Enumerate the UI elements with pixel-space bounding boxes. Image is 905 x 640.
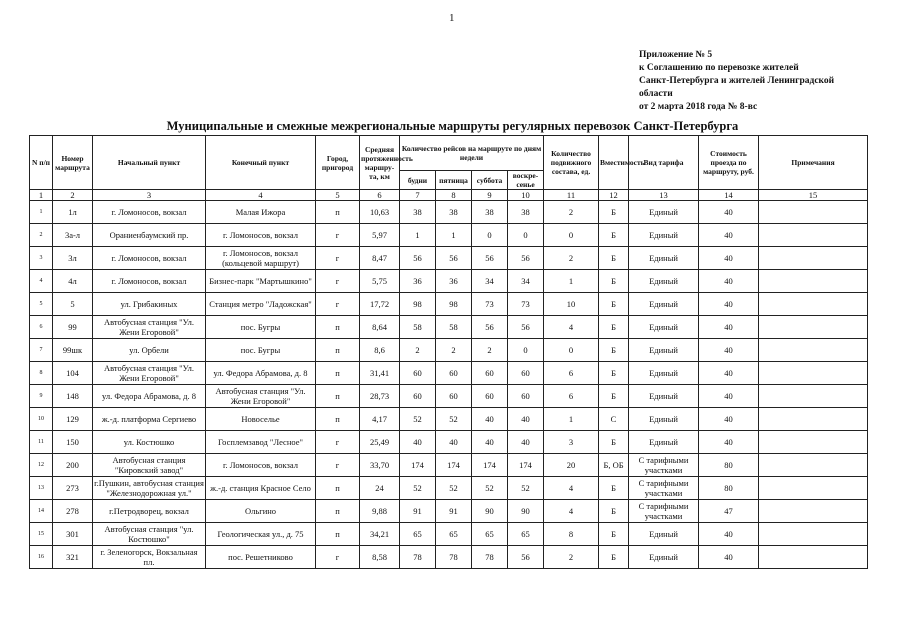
- route-number-cell: 5: [53, 293, 93, 316]
- length-cell: 17,72: [360, 293, 400, 316]
- fleet-cell: 8: [544, 523, 599, 546]
- column-number: 1: [30, 190, 53, 201]
- length-cell: 8,58: [360, 546, 400, 569]
- saturday-trips-cell: 40: [472, 408, 508, 431]
- fleet-cell: 3: [544, 431, 599, 454]
- header-fleet: Количество подвижного состава, ед.: [544, 136, 599, 190]
- end-point-cell: ул. Федора Абрамова, д. 8: [206, 362, 316, 385]
- friday-trips-cell: 60: [436, 362, 472, 385]
- friday-trips-cell: 78: [436, 546, 472, 569]
- end-point-cell: г. Ломоносов, вокзал (кольцевой маршрут): [206, 247, 316, 270]
- city-cell: п: [316, 500, 360, 523]
- end-point-cell: Станция метро "Ладожская": [206, 293, 316, 316]
- column-number: 10: [508, 190, 544, 201]
- saturday-trips-cell: 52: [472, 477, 508, 500]
- capacity-cell: Б: [599, 293, 629, 316]
- sunday-trips-cell: 90: [508, 500, 544, 523]
- cost-cell: 40: [699, 339, 759, 362]
- tariff-cell: Единый: [629, 523, 699, 546]
- start-point-cell: ул. Костюшко: [93, 431, 206, 454]
- city-cell: г: [316, 546, 360, 569]
- fleet-cell: 6: [544, 385, 599, 408]
- notes-cell: [759, 454, 868, 477]
- header-saturday: суббота: [472, 171, 508, 190]
- table-row: [30, 362, 868, 385]
- tariff-cell: Единый: [629, 546, 699, 569]
- row-number-cell: 2: [30, 224, 53, 247]
- route-number-cell: 4л: [53, 270, 93, 293]
- table-row: [30, 224, 868, 247]
- fleet-cell: 6: [544, 362, 599, 385]
- route-number-cell: 278: [53, 500, 93, 523]
- end-point-cell: Бизнес-парк "Мартышкино": [206, 270, 316, 293]
- notes-cell: [759, 523, 868, 546]
- cost-cell: 40: [699, 201, 759, 224]
- length-cell: 9,88: [360, 500, 400, 523]
- notes-cell: [759, 362, 868, 385]
- row-number-cell: 4: [30, 270, 53, 293]
- header-num: N п/п: [30, 136, 53, 190]
- city-cell: г: [316, 247, 360, 270]
- table-row: [30, 339, 868, 362]
- column-number: 15: [759, 190, 868, 201]
- notes-cell: [759, 385, 868, 408]
- saturday-trips-cell: 174: [472, 454, 508, 477]
- cost-cell: 40: [699, 385, 759, 408]
- table-row: [30, 500, 868, 523]
- table-row: [30, 201, 868, 224]
- saturday-trips-cell: 65: [472, 523, 508, 546]
- tariff-cell: Единый: [629, 385, 699, 408]
- header-cost: Стоимость проезда по маршруту, руб.: [699, 136, 759, 190]
- capacity-cell: Б: [599, 201, 629, 224]
- end-point-cell: Новоселье: [206, 408, 316, 431]
- cost-cell: 40: [699, 431, 759, 454]
- start-point-cell: г.Петродворец, вокзал: [93, 500, 206, 523]
- appendix-line: от 2 марта 2018 года № 8-вс: [639, 102, 758, 112]
- end-point-cell: Геологическая ул., д. 75: [206, 523, 316, 546]
- tariff-cell: Единый: [629, 201, 699, 224]
- city-cell: п: [316, 201, 360, 224]
- tariff-cell: Единый: [629, 339, 699, 362]
- length-cell: 8,6: [360, 339, 400, 362]
- weekday-trips-cell: 52: [400, 477, 436, 500]
- city-cell: п: [316, 362, 360, 385]
- tariff-cell: Единый: [629, 408, 699, 431]
- route-number-cell: 129: [53, 408, 93, 431]
- column-number: 13: [629, 190, 699, 201]
- notes-cell: [759, 339, 868, 362]
- start-point-cell: ж.-д. платформа Сергиево: [93, 408, 206, 431]
- length-cell: 10,63: [360, 201, 400, 224]
- weekday-trips-cell: 60: [400, 362, 436, 385]
- friday-trips-cell: 2: [436, 339, 472, 362]
- friday-trips-cell: 1: [436, 224, 472, 247]
- column-number: 3: [93, 190, 206, 201]
- start-point-cell: г. Ломоносов, вокзал: [93, 247, 206, 270]
- fleet-cell: 20: [544, 454, 599, 477]
- weekday-trips-cell: 2: [400, 339, 436, 362]
- table-row: [30, 247, 868, 270]
- cost-cell: 47: [699, 500, 759, 523]
- appendix-line: области: [639, 89, 673, 99]
- row-number-cell: 6: [30, 316, 53, 339]
- end-point-cell: Ольгино: [206, 500, 316, 523]
- fleet-cell: 1: [544, 270, 599, 293]
- city-cell: г: [316, 224, 360, 247]
- weekday-trips-cell: 38: [400, 201, 436, 224]
- capacity-cell: Б: [599, 431, 629, 454]
- weekday-trips-cell: 36: [400, 270, 436, 293]
- end-point-cell: г. Ломоносов, вокзал: [206, 454, 316, 477]
- length-cell: 8,64: [360, 316, 400, 339]
- table-row: [30, 477, 868, 500]
- page-number: 1: [449, 12, 455, 24]
- table-row: [30, 431, 868, 454]
- notes-cell: [759, 247, 868, 270]
- column-number: 5: [316, 190, 360, 201]
- saturday-trips-cell: 78: [472, 546, 508, 569]
- friday-trips-cell: 60: [436, 385, 472, 408]
- route-number-cell: 3а-л: [53, 224, 93, 247]
- weekday-trips-cell: 60: [400, 385, 436, 408]
- header-city: Город, пригород: [316, 136, 360, 190]
- city-cell: г: [316, 270, 360, 293]
- sunday-trips-cell: 38: [508, 201, 544, 224]
- appendix-line: Приложение № 5: [639, 50, 713, 60]
- saturday-trips-cell: 60: [472, 385, 508, 408]
- start-point-cell: ул. Грибакиных: [93, 293, 206, 316]
- cost-cell: 40: [699, 362, 759, 385]
- friday-trips-cell: 38: [436, 201, 472, 224]
- start-point-cell: г. Ломоносов, вокзал: [93, 201, 206, 224]
- fleet-cell: 2: [544, 201, 599, 224]
- length-cell: 5,75: [360, 270, 400, 293]
- cost-cell: 40: [699, 316, 759, 339]
- notes-cell: [759, 546, 868, 569]
- notes-cell: [759, 431, 868, 454]
- notes-cell: [759, 500, 868, 523]
- route-number-cell: 99: [53, 316, 93, 339]
- saturday-trips-cell: 0: [472, 224, 508, 247]
- end-point-cell: пос. Бугры: [206, 316, 316, 339]
- friday-trips-cell: 174: [436, 454, 472, 477]
- route-number-cell: 99шк: [53, 339, 93, 362]
- weekday-trips-cell: 98: [400, 293, 436, 316]
- sunday-trips-cell: 52: [508, 477, 544, 500]
- end-point-cell: пос. Бугры: [206, 339, 316, 362]
- column-number: 12: [599, 190, 629, 201]
- route-number-cell: 104: [53, 362, 93, 385]
- friday-trips-cell: 52: [436, 477, 472, 500]
- city-cell: п: [316, 408, 360, 431]
- start-point-cell: Автобусная станция "Ул. Жени Егоровой": [93, 316, 206, 339]
- start-point-cell: г. Ломоносов, вокзал: [93, 270, 206, 293]
- capacity-cell: Б, ОБ: [599, 454, 629, 477]
- saturday-trips-cell: 90: [472, 500, 508, 523]
- capacity-cell: Б: [599, 477, 629, 500]
- appendix-block: [639, 49, 889, 114]
- length-cell: 5,97: [360, 224, 400, 247]
- row-number-cell: 7: [30, 339, 53, 362]
- friday-trips-cell: 40: [436, 431, 472, 454]
- capacity-cell: Б: [599, 224, 629, 247]
- saturday-trips-cell: 34: [472, 270, 508, 293]
- row-number-cell: 1: [30, 201, 53, 224]
- cost-cell: 40: [699, 270, 759, 293]
- table-row: [30, 454, 868, 477]
- friday-trips-cell: 36: [436, 270, 472, 293]
- cost-cell: 40: [699, 408, 759, 431]
- tariff-cell: Единый: [629, 224, 699, 247]
- weekday-trips-cell: 91: [400, 500, 436, 523]
- end-point-cell: Малая Ижора: [206, 201, 316, 224]
- routes-table: [29, 135, 868, 569]
- capacity-cell: Б: [599, 500, 629, 523]
- column-number: 9: [472, 190, 508, 201]
- column-number: 6: [360, 190, 400, 201]
- row-number-cell: 14: [30, 500, 53, 523]
- column-number: 8: [436, 190, 472, 201]
- route-number-cell: 3л: [53, 247, 93, 270]
- weekday-trips-cell: 174: [400, 454, 436, 477]
- notes-cell: [759, 224, 868, 247]
- notes-cell: [759, 270, 868, 293]
- fleet-cell: 2: [544, 247, 599, 270]
- tariff-cell: Единый: [629, 270, 699, 293]
- saturday-trips-cell: 38: [472, 201, 508, 224]
- city-cell: п: [316, 316, 360, 339]
- column-number: 4: [206, 190, 316, 201]
- weekday-trips-cell: 56: [400, 247, 436, 270]
- start-point-cell: ул. Орбели: [93, 339, 206, 362]
- length-cell: 25,49: [360, 431, 400, 454]
- cost-cell: 40: [699, 247, 759, 270]
- start-point-cell: ул. Федора Абрамова, д. 8: [93, 385, 206, 408]
- saturday-trips-cell: 73: [472, 293, 508, 316]
- length-cell: 31,41: [360, 362, 400, 385]
- start-point-cell: Автобусная станция "ул. Костюшко": [93, 523, 206, 546]
- saturday-trips-cell: 60: [472, 362, 508, 385]
- length-cell: 8,47: [360, 247, 400, 270]
- sunday-trips-cell: 34: [508, 270, 544, 293]
- table-row: [30, 316, 868, 339]
- header-start: Начальный пункт: [93, 136, 206, 190]
- row-number-cell: 16: [30, 546, 53, 569]
- start-point-cell: г.Пушкин, автобусная станция "Железнодорожная ул.": [94, 478, 204, 498]
- sunday-trips-cell: 56: [508, 247, 544, 270]
- route-number-cell: 1л: [53, 201, 93, 224]
- end-point-cell: Автобусная станция "Ул. Жени Егоровой": [206, 385, 316, 408]
- route-number-cell: 321: [53, 546, 93, 569]
- fleet-cell: 0: [544, 339, 599, 362]
- capacity-cell: Б: [599, 339, 629, 362]
- fleet-cell: 2: [544, 546, 599, 569]
- city-cell: п: [316, 523, 360, 546]
- capacity-cell: Б: [599, 546, 629, 569]
- row-number-cell: 9: [30, 385, 53, 408]
- city-cell: г: [316, 293, 360, 316]
- notes-cell: [759, 477, 868, 500]
- start-point-cell: Автобусная станция "Ул. Жени Егоровой": [93, 362, 206, 385]
- city-cell: г: [316, 431, 360, 454]
- route-number-cell: 148: [53, 385, 93, 408]
- capacity-cell: С: [599, 408, 629, 431]
- length-cell: 4,17: [360, 408, 400, 431]
- notes-cell: [759, 316, 868, 339]
- header-notes: Примечания: [759, 136, 868, 190]
- saturday-trips-cell: 2: [472, 339, 508, 362]
- tariff-cell: Единый: [629, 316, 699, 339]
- header-weekdays: будни: [400, 171, 436, 190]
- capacity-cell: Б: [599, 247, 629, 270]
- table-row: [30, 270, 868, 293]
- start-point-cell: Автобусная станция "Кировский завод": [93, 454, 206, 477]
- header-tariff: Вид тарифа: [629, 136, 699, 190]
- capacity-cell: Б: [599, 523, 629, 546]
- column-number: 2: [53, 190, 93, 201]
- sunday-trips-cell: 73: [508, 293, 544, 316]
- fleet-cell: 4: [544, 316, 599, 339]
- notes-cell: [759, 408, 868, 431]
- row-number-cell: 10: [30, 408, 53, 431]
- sunday-trips-cell: 56: [508, 316, 544, 339]
- weekday-trips-cell: 65: [400, 523, 436, 546]
- row-number-cell: 11: [30, 431, 53, 454]
- friday-trips-cell: 98: [436, 293, 472, 316]
- route-number-cell: 273: [53, 477, 93, 500]
- city-cell: п: [316, 339, 360, 362]
- appendix-line: Санкт-Петербурга и жителей Ленинградской: [639, 76, 835, 86]
- cost-cell: 40: [699, 293, 759, 316]
- column-number: 7: [400, 190, 436, 201]
- notes-cell: [759, 293, 868, 316]
- sunday-trips-cell: 40: [508, 431, 544, 454]
- capacity-cell: Б: [599, 316, 629, 339]
- cost-cell: 40: [699, 523, 759, 546]
- fleet-cell: 4: [544, 500, 599, 523]
- friday-trips-cell: 91: [436, 500, 472, 523]
- sunday-trips-cell: 40: [508, 408, 544, 431]
- route-number-cell: 150: [53, 431, 93, 454]
- header-length: Средняя протяженность маршру-та, км: [360, 136, 400, 190]
- row-number-cell: 15: [30, 523, 53, 546]
- tariff-cell: Единый: [629, 293, 699, 316]
- tariff-cell: С тарифными участками: [629, 477, 699, 500]
- fleet-cell: 0: [544, 224, 599, 247]
- table-row: [30, 408, 868, 431]
- city-cell: п: [316, 385, 360, 408]
- start-point-cell: г. Зеленогорск, Вокзальная пл.: [93, 546, 206, 569]
- friday-trips-cell: 56: [436, 247, 472, 270]
- sunday-trips-cell: 174: [508, 454, 544, 477]
- column-number: 14: [699, 190, 759, 201]
- table-row: [30, 523, 868, 546]
- document-title: Муниципальные и смежные межрегиональные маршруты регулярных перевозок Санкт-Петербурга: [166, 119, 739, 133]
- friday-trips-cell: 58: [436, 316, 472, 339]
- length-cell: 34,21: [360, 523, 400, 546]
- fleet-cell: 4: [544, 477, 599, 500]
- cost-cell: 80: [699, 477, 759, 500]
- tariff-cell: Единый: [629, 362, 699, 385]
- table-row: [30, 546, 868, 569]
- end-point-cell: Госплемзавод "Лесное": [206, 431, 316, 454]
- saturday-trips-cell: 56: [472, 316, 508, 339]
- header-trips: Количество рейсов на маршруте по дням недели: [400, 136, 544, 171]
- capacity-cell: Б: [599, 362, 629, 385]
- saturday-trips-cell: 40: [472, 431, 508, 454]
- cost-cell: 80: [699, 454, 759, 477]
- sunday-trips-cell: 60: [508, 362, 544, 385]
- friday-trips-cell: 65: [436, 523, 472, 546]
- column-number: 11: [544, 190, 599, 201]
- fleet-cell: 1: [544, 408, 599, 431]
- route-number-cell: 301: [53, 523, 93, 546]
- weekday-trips-cell: 40: [400, 431, 436, 454]
- capacity-cell: Б: [599, 385, 629, 408]
- end-point-cell: пос. Решетниково: [206, 546, 316, 569]
- end-point-cell: г. Ломоносов, вокзал: [206, 224, 316, 247]
- row-number-cell: 12: [30, 454, 53, 477]
- weekday-trips-cell: 52: [400, 408, 436, 431]
- sunday-trips-cell: 0: [508, 339, 544, 362]
- sunday-trips-cell: 60: [508, 385, 544, 408]
- sunday-trips-cell: 56: [508, 546, 544, 569]
- appendix-line: к Соглашению по перевозке жителей: [639, 63, 799, 73]
- friday-trips-cell: 52: [436, 408, 472, 431]
- end-point-cell: ж.-д. станция Красное Село: [206, 477, 316, 500]
- route-number-cell: 200: [53, 454, 93, 477]
- header-end: Конечный пункт: [206, 136, 316, 190]
- fleet-cell: 10: [544, 293, 599, 316]
- saturday-trips-cell: 56: [472, 247, 508, 270]
- length-cell: 24: [360, 477, 400, 500]
- sunday-trips-cell: 0: [508, 224, 544, 247]
- table-row: [30, 385, 868, 408]
- tariff-cell: Единый: [629, 431, 699, 454]
- tariff-cell: С тарифными участками: [629, 454, 699, 477]
- row-number-cell: 3: [30, 247, 53, 270]
- header-sunday: воскре-сенье: [508, 171, 544, 190]
- header-capacity: Вместимость: [599, 136, 629, 190]
- weekday-trips-cell: 1: [400, 224, 436, 247]
- row-number-cell: 8: [30, 362, 53, 385]
- cost-cell: 40: [699, 224, 759, 247]
- row-number-cell: 5: [30, 293, 53, 316]
- notes-cell: [759, 201, 868, 224]
- table-row: [30, 293, 868, 316]
- weekday-trips-cell: 78: [400, 546, 436, 569]
- start-point-cell: Ораниенбаумский пр.: [93, 224, 206, 247]
- tariff-cell: Единый: [629, 247, 699, 270]
- length-cell: 28,73: [360, 385, 400, 408]
- weekday-trips-cell: 58: [400, 316, 436, 339]
- tariff-cell: С тарифными участками: [629, 500, 699, 523]
- capacity-cell: Б: [599, 270, 629, 293]
- city-cell: п: [316, 477, 360, 500]
- city-cell: г: [316, 454, 360, 477]
- cost-cell: 40: [699, 546, 759, 569]
- header-route: Номер маршрута: [53, 136, 93, 190]
- length-cell: 33,70: [360, 454, 400, 477]
- row-number-cell: 13: [30, 477, 53, 500]
- header-friday: пятница: [436, 171, 472, 190]
- sunday-trips-cell: 65: [508, 523, 544, 546]
